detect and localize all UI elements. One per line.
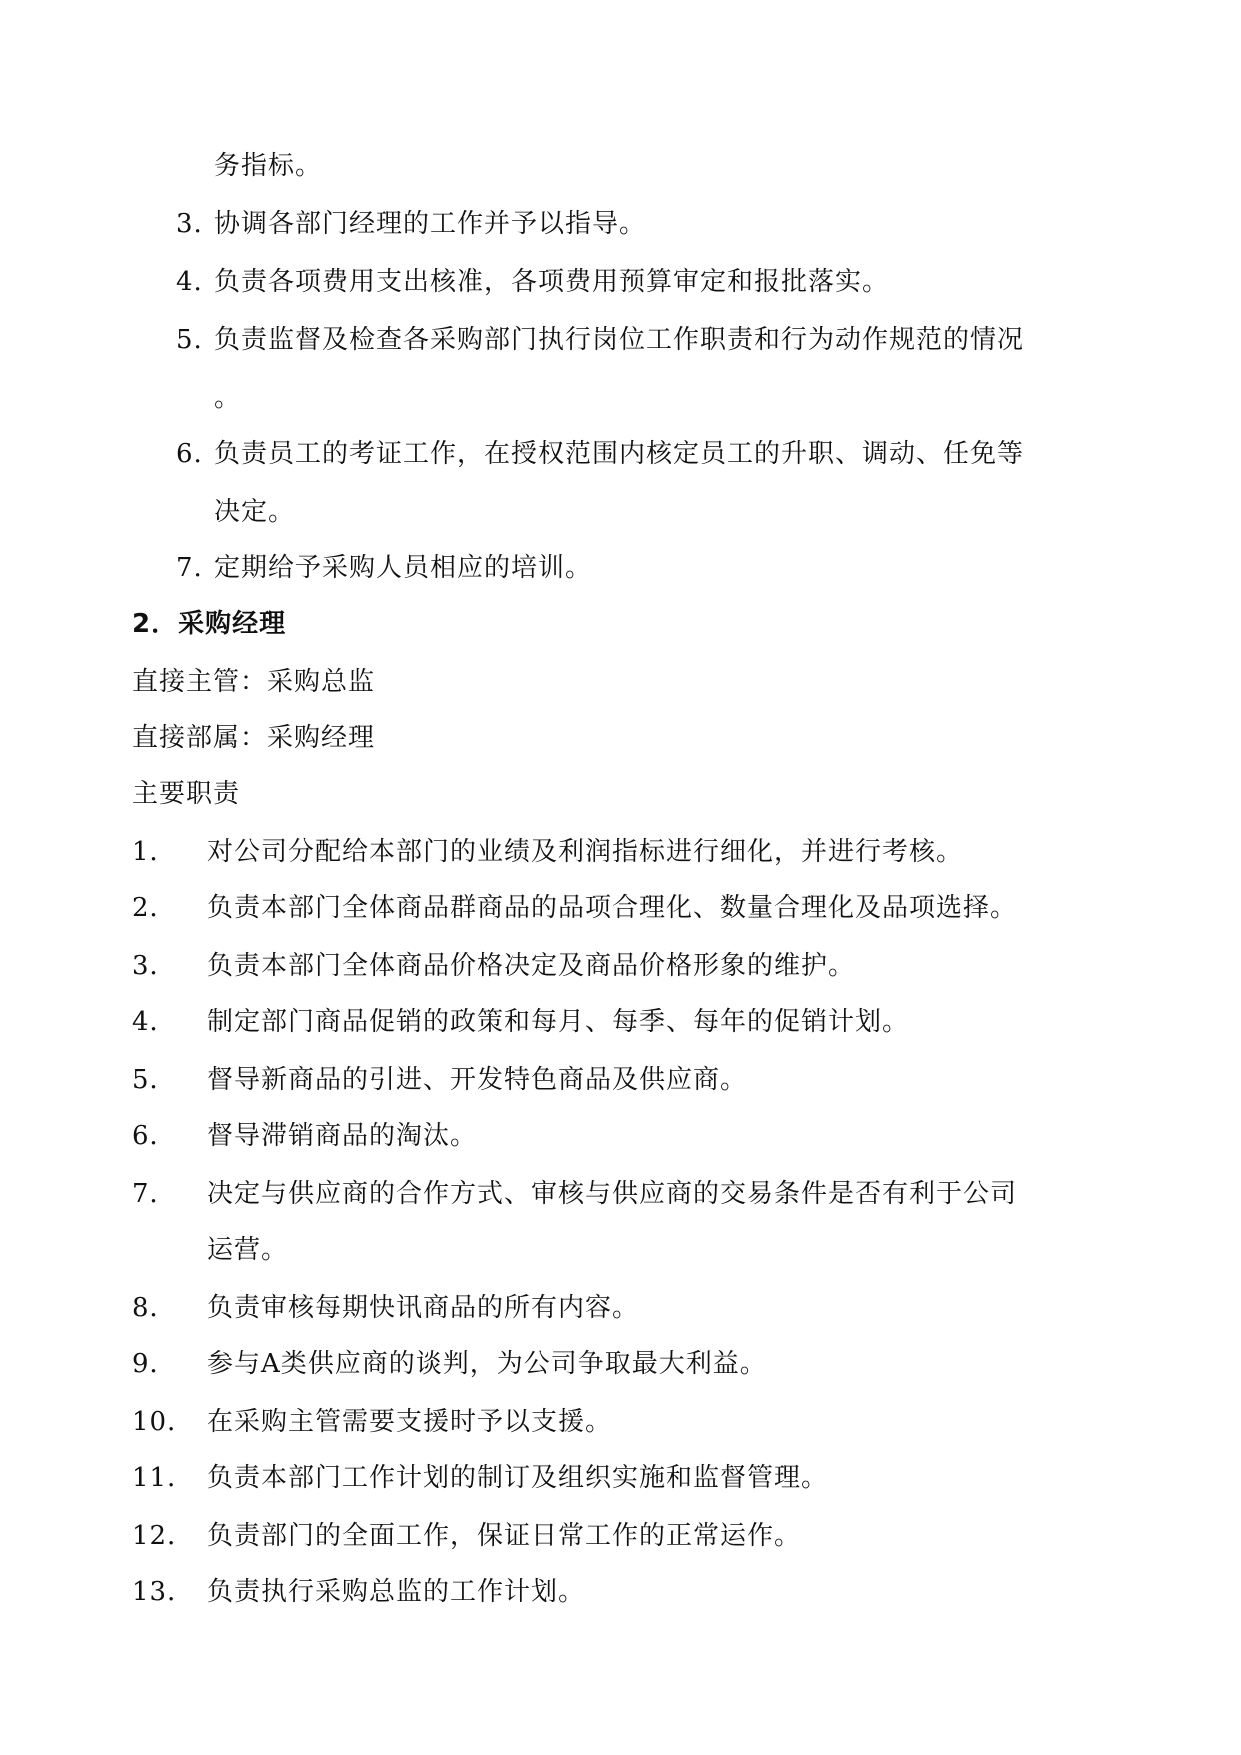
list-item-text: 负责各项费用支出核准，各项费用预算审定和报批落实。 bbox=[214, 267, 890, 297]
duty-text: 负责审核每期快讯商品的所有内容。 bbox=[207, 1293, 640, 1323]
duty-text: 督导滞销商品的淘汰。 bbox=[207, 1121, 478, 1151]
list-item-number: 3. bbox=[176, 209, 203, 239]
duty-text: 督导新商品的引进、开发特色商品及供应商。 bbox=[207, 1065, 748, 1095]
list-item-number: 6. bbox=[176, 439, 203, 469]
duty-number: 12． bbox=[132, 1521, 195, 1551]
list-item bbox=[176, 320, 1024, 360]
duty-text: 负责本部门工作计划的制订及组织实施和监督管理。 bbox=[207, 1463, 829, 1493]
list-item-number: 4. bbox=[176, 267, 203, 297]
duty-number: 11． bbox=[132, 1463, 195, 1493]
duty-text: 决定与供应商的合作方式、审核与供应商的交易条件是否有利于公司 bbox=[207, 1179, 1018, 1209]
duty-item bbox=[132, 1116, 477, 1156]
duty-number: 6． bbox=[132, 1121, 177, 1151]
list-item bbox=[176, 262, 889, 302]
duties-title: 主要职责 bbox=[132, 779, 241, 809]
duty-number: 5． bbox=[132, 1065, 177, 1095]
list-item-text: 定期给予采购人员相应的培训。 bbox=[214, 553, 593, 583]
duty-text: 对公司分配给本部门的业绩及利润指标进行细化，并进行考核。 bbox=[207, 837, 964, 867]
list-item-text: 负责员工的考证工作，在授权范围内核定员工的升职、调动、任免等 bbox=[214, 439, 1025, 469]
duty-number: 9． bbox=[132, 1349, 177, 1379]
duty-item bbox=[132, 946, 855, 986]
list-item-continuation: 决定。 bbox=[214, 497, 296, 527]
duty-item bbox=[132, 1344, 767, 1384]
duty-number: 7． bbox=[132, 1179, 177, 1209]
duty-item bbox=[132, 1402, 612, 1442]
duty-text: 负责执行采购总监的工作计划。 bbox=[207, 1577, 586, 1607]
list-item-text: 负责监督及检查各采购部门执行岗位工作职责和行为动作规范的情况 bbox=[214, 325, 1025, 355]
duty-continuation: 运营。 bbox=[207, 1235, 289, 1265]
duty-number: 10． bbox=[132, 1407, 195, 1437]
duty-text: 在采购主管需要支援时予以支援。 bbox=[207, 1407, 613, 1437]
duty-number: 13． bbox=[132, 1577, 195, 1607]
duty-number: 4． bbox=[132, 1007, 177, 1037]
duty-text: 参与A类供应商的谈判，为公司争取最大利益。 bbox=[207, 1349, 767, 1379]
duty-item bbox=[132, 1002, 909, 1042]
duty-item bbox=[132, 888, 1017, 928]
list-item-text: 协调各部门经理的工作并予以指导。 bbox=[214, 209, 647, 239]
duty-text: 负责本部门全体商品群商品的品项合理化、数量合理化及品项选择。 bbox=[207, 893, 1018, 923]
list-continuation: 务指标。 bbox=[214, 151, 323, 181]
list-item-number: 7. bbox=[176, 553, 203, 583]
duty-number: 8． bbox=[132, 1293, 177, 1323]
direct-subordinate: 直接部属：采购经理 bbox=[132, 723, 376, 753]
list-item-continuation: 。 bbox=[214, 383, 242, 413]
list-item bbox=[176, 548, 592, 588]
duty-number: 2． bbox=[132, 893, 177, 923]
list-item bbox=[176, 434, 1024, 474]
duty-item bbox=[132, 1572, 585, 1612]
duty-number: 1． bbox=[132, 837, 177, 867]
section-heading: 2．采购经理 bbox=[132, 609, 287, 639]
duty-item bbox=[132, 832, 963, 872]
duty-item bbox=[132, 1174, 1017, 1214]
direct-supervisor: 直接主管：采购总监 bbox=[132, 667, 376, 697]
duty-item bbox=[132, 1288, 639, 1328]
duty-item bbox=[132, 1458, 828, 1498]
duty-item bbox=[132, 1060, 747, 1100]
duty-number: 3． bbox=[132, 951, 177, 981]
duty-text: 制定部门商品促销的政策和每月、每季、每年的促销计划。 bbox=[207, 1007, 910, 1037]
duty-text: 负责部门的全面工作，保证日常工作的正常运作。 bbox=[207, 1521, 802, 1551]
duty-text: 负责本部门全体商品价格决定及商品价格形象的维护。 bbox=[207, 951, 856, 981]
duty-item bbox=[132, 1516, 801, 1556]
list-item bbox=[176, 204, 646, 244]
list-item-number: 5. bbox=[176, 325, 203, 355]
